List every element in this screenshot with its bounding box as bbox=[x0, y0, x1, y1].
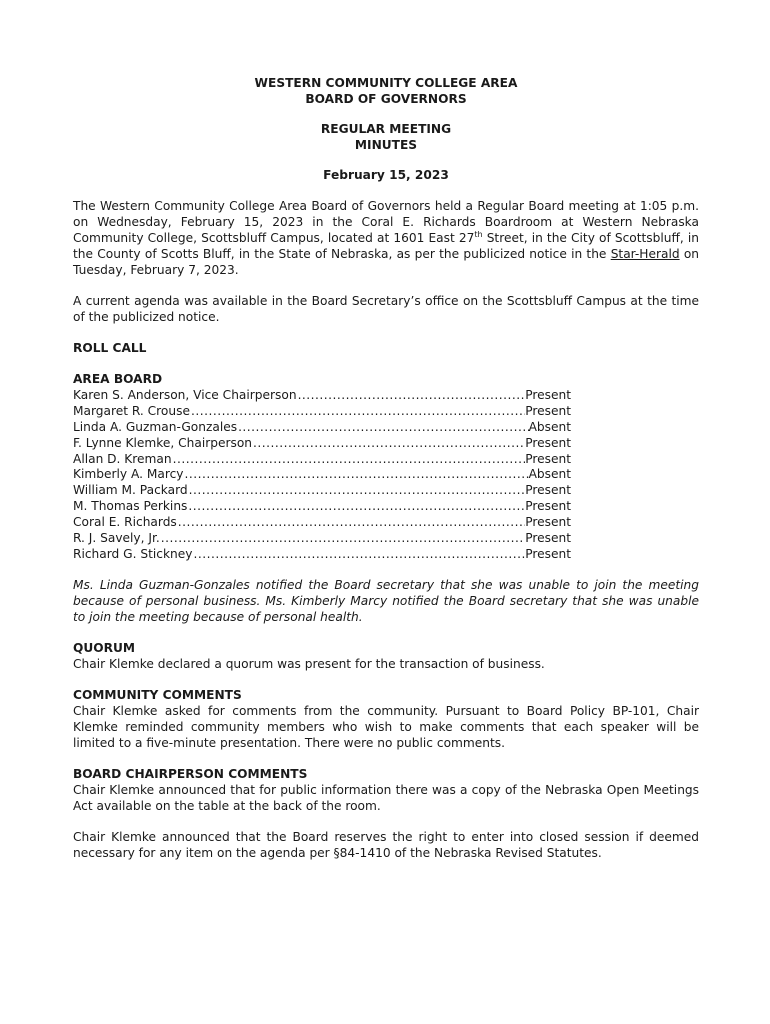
member-status: Present bbox=[525, 451, 571, 466]
meeting-date: February 15, 2023 bbox=[323, 168, 449, 182]
community-comments-heading: COMMUNITY COMMENTS bbox=[73, 687, 242, 702]
roll-call-list bbox=[73, 387, 571, 562]
roll-row bbox=[73, 482, 571, 498]
chair-comments-text-1: Chair Klemke announced that for public information there was a copy of the Nebraska Open Meetings Act available on the table at the back of the room. bbox=[73, 782, 699, 813]
roll-row bbox=[73, 546, 571, 562]
dot-leader bbox=[173, 451, 526, 467]
area-board-heading: AREA BOARD bbox=[73, 372, 163, 386]
quorum-heading: QUORUM bbox=[73, 640, 136, 655]
member-name: Allan D. Kreman bbox=[73, 451, 172, 466]
member-status: Present bbox=[525, 483, 571, 498]
member-name: Coral E. Richards bbox=[73, 515, 177, 530]
roll-row bbox=[73, 498, 571, 514]
dot-leader bbox=[178, 514, 525, 530]
dot-leader bbox=[298, 387, 526, 403]
dot-leader bbox=[193, 546, 525, 562]
member-status: Present bbox=[525, 388, 571, 402]
member-name: F. Lynne Klemke, Chairperson bbox=[73, 435, 252, 450]
document-type: MINUTES bbox=[354, 138, 418, 152]
member-status: Absent bbox=[528, 419, 571, 434]
roll-row bbox=[73, 435, 571, 451]
member-name: Karen S. Anderson, Vice Chairperson bbox=[73, 388, 297, 402]
absence-note: Ms. Linda Guzman-Gonzales notified the Board secretary that she was unable to join the meeting because of personal business. Ms. Kimberly Marcy notified the Board secretary that she was unable to join the meeting because of personal health. bbox=[73, 577, 699, 624]
roll-call-heading: ROLL CALL bbox=[73, 341, 147, 355]
intro-text-2: Street, in the City of Scottsbluff, in the County of Scotts Bluff, in the State of Nebraska, as per the publicized notice in the bbox=[73, 231, 699, 261]
member-status: Absent bbox=[528, 467, 571, 482]
dot-leader bbox=[188, 498, 525, 514]
dot-leader bbox=[189, 482, 526, 498]
roll-row bbox=[73, 514, 571, 530]
member-name: Kimberly A. Marcy bbox=[73, 467, 184, 482]
roll-row bbox=[73, 403, 571, 419]
dot-leader bbox=[253, 435, 525, 451]
quorum-text: Chair Klemke declared a quorum was present for the transaction of business. bbox=[73, 656, 545, 671]
member-name: M. Thomas Perkins bbox=[73, 499, 188, 514]
member-name: R. J. Savely, Jr. bbox=[73, 531, 160, 546]
member-status: Present bbox=[525, 435, 571, 450]
board-name: BOARD OF GOVERNORS bbox=[305, 92, 467, 106]
member-status: Present bbox=[525, 515, 571, 530]
newspaper-name: Star-Herald bbox=[610, 247, 680, 261]
member-name: Linda A. Guzman-Gonzales bbox=[73, 419, 238, 434]
intro-paragraph bbox=[73, 198, 699, 278]
dot-leader bbox=[238, 419, 529, 435]
member-status: Present bbox=[525, 403, 571, 418]
member-status: Present bbox=[525, 531, 571, 546]
intro-text-3: on Tuesday, February 7, 2023. bbox=[73, 247, 699, 277]
org-name: WESTERN COMMUNITY COLLEGE AREA bbox=[254, 76, 518, 90]
dot-leader bbox=[161, 530, 526, 546]
roll-row bbox=[73, 466, 571, 482]
roll-row bbox=[73, 530, 571, 546]
intro-superscript: th bbox=[474, 229, 483, 239]
member-name: William M. Packard bbox=[73, 483, 188, 498]
roll-row bbox=[73, 387, 571, 403]
member-status: Present bbox=[525, 499, 571, 514]
meeting-type: REGULAR MEETING bbox=[320, 122, 452, 136]
dot-leader bbox=[191, 403, 525, 419]
member-name: Margaret R. Crouse bbox=[73, 403, 190, 418]
member-status: Present bbox=[525, 546, 571, 561]
chair-comments-text-2: Chair Klemke announced that the Board reserves the right to enter into closed session if deemed necessary for any item on the agenda per §84-1410 of the Nebraska Revised Statutes. bbox=[73, 829, 699, 860]
document-content bbox=[73, 75, 699, 861]
roll-row bbox=[73, 419, 571, 435]
dot-leader bbox=[184, 466, 528, 482]
roll-row bbox=[73, 451, 571, 467]
member-name: Richard G. Stickney bbox=[73, 546, 193, 561]
agenda-paragraph: A current agenda was available in the Board Secretary’s office on the Scottsbluff Campus at the time of the publicized notice. bbox=[73, 294, 699, 324]
chair-comments-heading: BOARD CHAIRPERSON COMMENTS bbox=[73, 766, 308, 781]
community-comments-text: Chair Klemke asked for comments from the community. Pursuant to Board Policy BP-101, Chair Klemke reminded community members who wish to make comments that each speaker will be limited to a five-minute presentation. There were no public comments. bbox=[73, 703, 699, 750]
intro-text-1: The Western Community College Area Board of Governors held a Regular Board meeting at 1:05 p.m. on Wednesday, February 15, 2023 in the Coral E. Richards Boardroom at Western Nebraska Community College, Scottsbluff Campus, located at 1601 East 27 bbox=[73, 199, 699, 245]
